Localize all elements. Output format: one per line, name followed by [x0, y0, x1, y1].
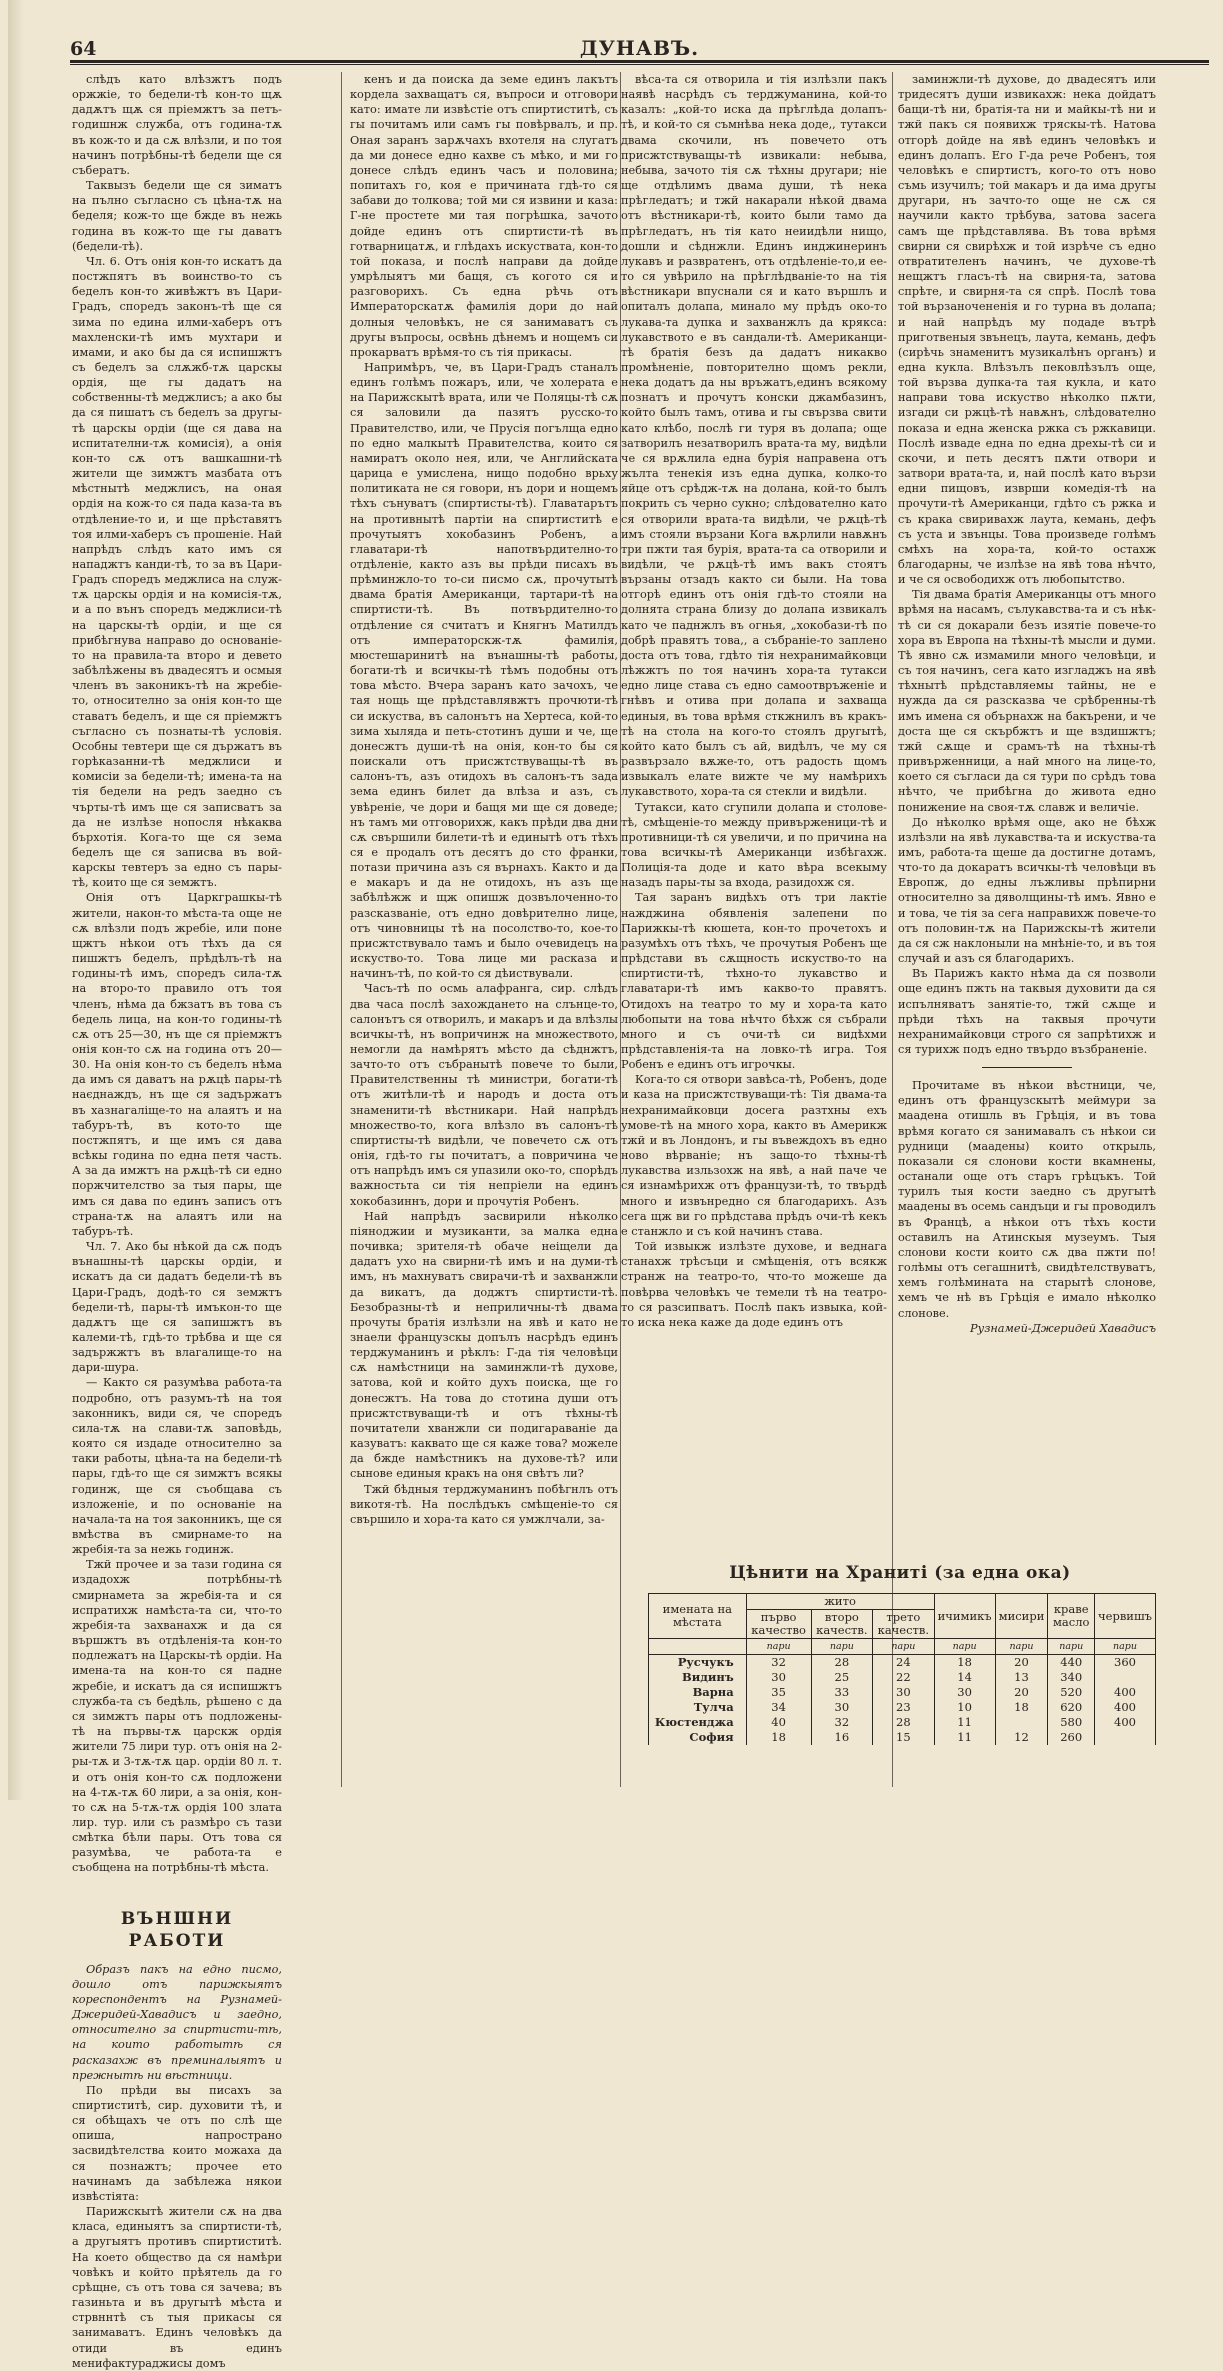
price-cell: 22 — [873, 1670, 934, 1685]
column-3 — [621, 72, 887, 1552]
paragraph: Чл. 7. Ако бы нѣкой да сѫ подъ вънашны-тѣ царскы ордіи, и искатъ да си дадатъ бедели-тѣ въ Цари-Градъ, додѣ-то ся земжтъ бедели-тѣ, пары-тѣ имъкон-то ще дадѫтъ ще ся запишжтъ въ калеми-тѣ, гдѣ-то трѣбва и ще ся задържжтъ въ влагалище-то на дари-шура. — [72, 1240, 282, 1375]
price-cell: 30 — [873, 1685, 934, 1700]
price-cell: 16 — [811, 1730, 873, 1745]
paragraph: Тжй прочее и за тази година ся издадохж потрѣбны-тѣ смирнамета за жребія-та и ся испратихж намѣста-та си, что-то жребія-та захванахж и да ся вършжтъ въ отдѣленія-та кон-то подлежатъ на Царскы-тѣ ордіи. На имена-та на кон-то ся падне жребіе, и искатъ да ся испишжтъ служба-та съ бедѣль, рѣшено с да ся зимжтъ пары отъ подложены-тѣ на първы-тѫ царскж ордія жители 75 лири тур. отъ онія на 2-ры-тѫ и 3-тѫ-тѫ цар. ордіи 80 л. т. и отъ онія кон-то сѫ подложени на 4-тѫ-тѫ 60 лири, а за онія, кон-то сѫ на 5-тѫ-тѫ ордія 100 злата лир. тур. или съ размѣро съ тази смѣтка бѣли пары. Отъ това ся разумѣва, че работа-та е съобщена на потрѣбны-тѣ мѣста. — [72, 1558, 282, 1875]
price-cell: 20 — [995, 1685, 1048, 1700]
column-header: краве масло — [1048, 1594, 1095, 1639]
price-cell: 20 — [995, 1655, 1048, 1671]
unit-cell: пари — [1048, 1639, 1095, 1655]
paragraph: вѣса-та ся отворила и тія излѣзли пакъ наявѣ насрѣдъ съ терджуманина, кой-то казалъ: „кой-то иска да прѣглѣда долапъ-тѣ, и кой-то ся съмнѣва нека доде,, тутакси двама скочили, нъ повечето отъ присжтствуващы-тѣ извикали: небыва, небыва, зачото тія сѫ тѣхны другари; ніе ще отдѣлимъ двама души, тѣ нека прѣгледатъ; и тжй накарали нѣкой двама отъ вѣстникари-тѣ, които были тамо да прѣгледатъ, нъ тія като неиидѣли нищо, дошли и сѣднжли. Единъ инджинеринъ лукавъ и развратенъ, отъ отдѣленіе-то,и ее-то ся увѣрило на прѣглѣдваніе-то на тія вѣстникари впуснали ся и като вършлъ и опиталъ долапа, минало му прѣдъ око-то лукава-та дупка и захванжлъ да крякса: лукавството е въ сандали-тѣ. Американци-тѣ братія безъ да дадатъ никакво промѣненіе, повторително щомъ рекли, нека додатъ да ны връжатъ,единъ всякому познатъ и прочутъ конски джамбазинъ, който былъ тамъ, отива и гы свързва свити като клѣбо, послѣ ги туря въ долапа; още затворилъ незатворилъ врата-та му, видѣли че ся врѫлила една бурія направена отъ жълта тенекія изъ една дупка, колко-то яйце отъ срѣдж-тѫ на долана, кой-то былъ покрить съ черно сукно; слѣдователно като ся отворили врата-та видѣли, че рѫцѣ-тѣ имъ стояли вързани Кога вѫрлили навѫнъ три пжти тая бурія, врата-та са отворили и видѣли, че рѫцѣ-тѣ имъ вакъ стоятъ вързаны отзадъ както си были. На това отгорѣ единъ отъ онія гдѣ-то стояли на долнята страна близу до долапа извикалъ като че паднжлъ въ огнья, „хокобази-тѣ по добрѣ правятъ това,, а събраніе-то заплено доста отъ това, гдѣто тія нехранимайковци лѣжжтъ по тоя начинъ хора-та тутакси едно лице става съ едно самоотвръженіе и гнѣвъ и отива при долапа и захваща единыя, въ това врѣмя сткжнилъ въ кракъ-тѣ на стола на кого-то стоялъ другытѣ, който като былъ съ ай, видѣлъ, че му ся развързало вѫже-то, отъ радость щомъ извыкалъ елате вижте че му намѣрихъ лукавството, хора-та ся стекли и видѣли. — [621, 73, 887, 799]
paragraph: Кога-то ся отвори завѣса-тѣ, Робенъ, доде и каза на присжтствуващи-тѣ: Тія двама-та нехранимайковци досега разтхны ехъ умове-тѣ на много хора, както въ Америкж тжй и въ Лондонъ, и гы въвеждохъ въ едно ново вѣрваніе; нъ защо-то тѣхны-тѣ лукавства изльзохж на явѣ, а най паче че ся изнамѣрихж отъ французи-тѣ, то твърдѣ много и извънредно ся благодарихъ. Азъ сега щж ви го прѣдстава прѣдъ очи-тѣ кекъ е станжло и съ кой начинъ става. — [621, 1073, 887, 1238]
paragraph: заминжли-тѣ духове, до двадесятъ или тридесятъ души извикахж: нека дойдатъ бащи-тѣ ни, братія-та ни и майкы-тѣ ни и тжй пакъ ся появихж тряскы-тѣ. Натова отгорѣ дойде на явѣ единъ человѣкъ и единъ долапъ. Его Г-да рече Робенъ, тоя человѣкъ е спиртистъ, кого-то отъ ново съмь изучилъ; той макаръ и да има другы другари, нъ зачто-то още не сѫ ся научили както трѣбува, затова засега самъ ще прѣдставлява. Въ това врѣмя свирни ся свирѣхж и той изрѣче съ едно отвратителенъ начинъ, че духове-тѣ нещжтъ гласъ-тѣ на свирня-та, затова спрѣте, и свирня-та ся спрѣ. Послѣ това той вързаночененія и го турна въ долапа; и най напрѣдъ му подаде вътрѣ приготвеныя звънецъ, лаута, кемань, дефъ (сирѣчь знаменитъ музикалѣнъ органъ) и една кукла. Влѣзълъ пековлѣзълъ още, той вързва дупка-та тая кукла, и като направи това искуство нѣколко пѫти, изгади си ржцѣ-тѣ навѫнъ, слѣдователно показа и една женска ржка съ ржкавици. Послѣ изваде една по една дрехы-тѣ си и скочи, и петь десятъ пѫти отвори и затвори врата-та, и, най послѣ като вързи едни пищовъ, изврши комедія-тѣ на прочути-тѣ Американци, гдѣто съ ржка и съ крака свиривахж лаута, кемань, дефъ съ уста и звънцы. Това произведе голѣмъ смѣхъ на хора-та, кой-то остахж благодарны, че излѣзе на явѣ това нѣчто, и че ся освободихж отъ любопытство. — [898, 73, 1156, 587]
table-row — [649, 1700, 1156, 1715]
section-intro: Образъ пакъ на едно писмо, дошло отъ парижкыятъ кореспондентъ на Рузнамей-Джеридей-Хавадисъ и заедно, относително за спиртисти-тѣ, на които работытѣ ся расказахж въ преминалыятъ и прежнытѣ ни вѣстници. — [72, 1962, 282, 2082]
price-cell: 28 — [873, 1715, 934, 1730]
price-cell: 620 — [1048, 1700, 1095, 1715]
price-cell: 14 — [934, 1670, 995, 1685]
price-cell: 28 — [811, 1655, 873, 1671]
town-name: Варна — [649, 1685, 747, 1700]
unit-cell: пари — [1095, 1639, 1156, 1655]
column-header: мисири — [995, 1594, 1048, 1639]
price-cell: 30 — [746, 1670, 811, 1685]
price-cell: 520 — [1048, 1685, 1095, 1700]
column-2 — [350, 72, 618, 1787]
price-cell: 400 — [1095, 1685, 1156, 1700]
price-cell: 30 — [811, 1700, 873, 1715]
town-name: Видинъ — [649, 1670, 747, 1685]
price-cell: 18 — [746, 1730, 811, 1745]
binding-edge — [8, 0, 24, 1800]
column-4-paragraphs — [898, 72, 1156, 1057]
paragraph: Тутакси, като сгупили долапа и столове-тѣ, смѣщеніе-то между привърженици-тѣ и противници-тѣ ся увеличи, и по причина на това всичкы-тѣ Американци избѣгахж. Полиція-та доде и като вѣра всекыму назадъ пары-ты за входа, разидохж ся. — [621, 800, 887, 890]
paragraph: Парижскытѣ жители сѫ на два класа, единыятъ за спиртисти-тѣ, а другыятъ противъ спиртиститѣ. На което общество да ся намѣри човѣкъ и който прѣятель да го срѣщне, съ отъ това ся зачева; въ газиньта и въ другытѣ мѣста и стрвннтѣ съ тыя прикасы ся занимаватъ. Единъ человѣкъ да отиди въ единъ менифактураджисы домъ — [72, 2205, 282, 2370]
price-cell: 40 — [746, 1715, 811, 1730]
price-cell: 260 — [1048, 1730, 1095, 1745]
price-cell: 400 — [1095, 1700, 1156, 1715]
table-row — [649, 1715, 1156, 1730]
paragraph: Най напрѣдъ засвирили нѣколко піяноджии и музиканти, за малка една почивка; зрителя-тѣ обаче неіщели да дадатъ ухо на свирни-тѣ имъ и на думи-тѣ имъ, нъ махнуватъ свирачи-тѣ и захванжли да викатъ, да доджтъ спиртисти-тѣ. Безобразны-тѣ и неприличны-тѣ двама прочуты братія излѣзли на явѣ и като не знаели французскы допълъ насрѣдъ единъ терджуманинъ и рѣклъ: Г-да тія человѣци сѫ намѣстници на заминжли-тѣ духове, затова, кой и който духъ поиска, ще го донесжтъ. На това до стотина души отъ присжтствуващи-тѣ и отъ тѣхны-тѣ почитатели хванжли си подигараваніе да казуватъ: каквато ще ся каже това? можеле да бжде намѣстникъ на духове-тѣ? или сынове единыя кракъ на оня свѣтъ ли? — [350, 1209, 618, 1481]
price-cell: 12 — [995, 1730, 1048, 1745]
grain-group-header: жито — [746, 1594, 934, 1610]
unit-cell: пари — [873, 1639, 934, 1655]
unit-cell: пари — [934, 1639, 995, 1655]
paragraph: Въ Парижъ както нѣма да ся позволи още единъ пжть на таквыя духовити да ся испълняватъ занятіе-то, тжй сѫще и прѣди тѣхъ на таквыя прочути нехранимайковци строго ся запрѣтихж и ся турихж подъ едно твърдо възбраненіе. — [898, 967, 1156, 1056]
price-cell: 400 — [1095, 1715, 1156, 1730]
price-cell: 34 — [746, 1700, 811, 1715]
price-table — [648, 1593, 1156, 1745]
price-cell: 32 — [746, 1655, 811, 1671]
paragraph: — Както ся разумѣва работа-та подробно, отъ разумъ-тѣ на тоя законникъ, види ся, че споредъ сила-тѫ на слави-тѫ заповѣдь, която ся издаде относително за таки работы, цѣна-та на бедели-тѣ пары, гдѣ-то ще ся зимжтъ всякы годинж, ще ся съобщава съ изложеніе, и по основаніе на начала-та на тоя законникъ, ще ся вмѣства въ смирнаме-то на жребія-та за нежь годинж. — [72, 1376, 282, 1557]
paragraph: Часъ-тѣ по осмь алафранга, сир. слѣдъ два часа послѣ захождането на слънце-то, салонътъ ся отворилъ, и макаръ и да влѣзлы всичкы-тѣ, нъ вопричинж на множеството, немогли да намѣрятъ мѣсто да сѣднжтъ, зачто-то отъ събранытѣ повече то были, Правителственны тѣ министри, богати-тѣ отъ житѣли-тѣ и народъ и доста отъ знаменити-тѣ вѣстникари. Най напрѣдъ множество-то, кога влѣзло въ салонъ-тѣ спиртисты-тѣ видѣли, че повечето сѫ отъ онія, гдѣ-то гы почитатъ, а повричина че отъ напрѣдъ имъ ся упазили око-то, спорѣдъ важностьта си тія непріели на единъ хокобазиннъ, дори и прочутія Робенъ. — [350, 982, 618, 1208]
paragraph: Той извыкж излѣзте духове, и веднага станахж трѣсъци и смѣщенія, отъ всякж странж на театро-то, что-то можеше да повѣрва человѣкъ че темели тѣ на театро-то ся разсипватъ. Послѣ пакъ извыка, кой-то иска нека каже да доде единъ отъ — [621, 1240, 887, 1329]
column-2-paragraphs — [350, 72, 618, 1527]
unit-cell: пари — [746, 1639, 811, 1655]
price-cell: 24 — [873, 1655, 934, 1671]
town-name: София — [649, 1730, 747, 1745]
price-cell: 11 — [934, 1730, 995, 1745]
page-header — [70, 34, 1209, 63]
table-row — [649, 1730, 1156, 1745]
source-signature: Рузнамей-Джеридей Хавадисъ — [970, 1321, 1156, 1335]
paragraph: Прочитаме въ нѣкои вѣстници, че, единъ отъ французскытѣ меймури за маадена отишль въ Грѣція, и въ това врѣмя когато ся занимавалъ съ нѣкои си рудници (маадены) които открыль, показали ся слонови кости вкамнены, останали още отъ старъ грѣцъкъ. Той турилъ тыя кости заедно съ другытѣ маадены въ осемь сандъци и гы проводилъ въ Францѣ, а нѣкои отъ тѣхъ кости оставилъ на Атинскыя музеумъ. Тыя слонови кости които сѫ два пжти по! голѣмы отъ сегашнитѣ, свидѣтелствуватъ, хемъ голѣмината на старытѣ слонове, хемъ че нѣ въ Грѣція е имало нѣколко слонове. — [898, 1079, 1156, 1320]
price-table-title: Цѣнити на Храниті (за една ока) — [729, 1563, 1071, 1583]
unit-cell: пари — [811, 1639, 873, 1655]
paragraph: По прѣди вы писахъ за спиртиститѣ, сир. духовити тѣ, и ся обѣщахъ че отъ по слѣ ще опиша, напространо засвидѣтелства които можаха да ся познажтъ; прочее ето начинамъ да забѣлежа някои извѣстіята: — [72, 2083, 282, 2203]
price-cell: 580 — [1048, 1715, 1095, 1730]
price-cell: 35 — [746, 1685, 811, 1700]
paragraph: До нѣколко врѣмя още, ако не бѣхж излѣзли на явѣ лукавства-та и искуства-та имъ, работа-та щеше да достигне дотамъ, что-то да докаратъ всичкы-тѣ человѣци въ Европж, до едны лъжливы прѣпирни относително за дяволщины-тѣ имъ. Явно е и това, че тія за сега направихж повече-то отъ половин-тѫ на Парижскы-тѣ жители да ся сж наклоныли на мнѣніе-то, и въ тоя случай и азъ ся благодарихъ. — [898, 815, 1156, 966]
price-cell: 32 — [811, 1715, 873, 1730]
table-row — [649, 1655, 1156, 1671]
column-divider — [341, 72, 342, 1787]
price-cell: 18 — [995, 1700, 1048, 1715]
paragraph: Тая заранъ видѣхъ отъ три лактіе нажджина обявленія залепени по Парижкы-тѣ кюшета, кон-то прочетохъ и разумѣхъ отъ тѣхъ, че прочутыя Робенъ ще прѣдстави въ сѫщность искуство-то на спиртисти-тѣ, тѣхно-то лукавство и главатари-тѣ имъ какво-то правятъ. Отидохъ на театро то му и хора-та като любопыти на това нѣчто бѣхж ся събрали много и съ очи-тѣ си видѣхми прѣдставленія-та на ловко-тѣ игра. Тоя Робенъ е единъ отъ игрочкы. — [621, 891, 887, 1072]
section-paragraphs — [72, 2083, 282, 2371]
page-number: 64 — [70, 38, 97, 60]
paragraph: кенъ и да поиска да земе единъ лакътъ кордела захващатъ ся, въпроси и отговори като: имате ли извѣстіе отъ спиртиститѣ, съ гы почитамъ или самъ гы повѣрвалъ, и пр. Оная заранъ зарѫчахъ вхотеля на слугатъ да ми донесе едно кахве съ мѣко, и ми го донесе слѣдъ единъ часъ и половина; попитахъ го, коя е причината гдѣ-то ся забави до толкова; той ми ся извини и каза: Г-не простете ми тая погрѣшка, зачото дойде единъ отъ спиртисти-тѣ въ готварницатѫ, и глѣдахъ искуствата, кон-то той показа, и послѣ направи да дойде умрѣлыятъ ми бащя, съ когото ся и разговорихъ. Съ една рѣчь отъ Императорскатѫ фамилія дори до най долныя человѣкъ, не ся занимаватъ съ другы въпросы, освѣнь дѣнемъ и нощемъ си прокарватъ врѣмя-то съ тія прикасы. — [350, 73, 618, 359]
column-header: трето качеств. — [873, 1610, 934, 1639]
place-header: имената на мѣстата — [649, 1594, 747, 1639]
town-name: Русчукъ — [649, 1655, 747, 1671]
column-1 — [72, 72, 282, 2370]
price-cell: 360 — [1095, 1655, 1156, 1671]
column-header: второ качеств. — [811, 1610, 873, 1639]
price-cell — [1095, 1730, 1156, 1745]
table-row — [649, 1685, 1156, 1700]
price-cell: 440 — [1048, 1655, 1095, 1671]
column-divider — [892, 72, 893, 1787]
price-cell: 18 — [934, 1655, 995, 1671]
price-cell: 25 — [811, 1670, 873, 1685]
paragraph: Чл. 6. Отъ онія кон-то искатъ да постжпятъ въ воинство-то съ беделъ кон-то живѣжтъ въ Цари-Градъ, споредъ законъ-тѣ ще ся зима по едина илми-хаберъ отъ махленски-тѣ имъ мухтари и имами, и ако бы да ся испишжтъ съ беделъ за слѫжб-тѫ царскы ордія, ще гы дадатъ на собственны-тѣ меджлисъ; а ако бы да ся пишатъ съ беделъ за другы-тѣ царскы ордіи (ще ся дава на испитателни-тѫ комисія), а онія кон-то сѫ отъ вашкашни-тѣ жители ще зимжтъ мазбата отъ мѣстнытѣ меджлисъ, на оная ордія на кож-то ся пада каза-та въ отдѣление-то и, и ще прѣставятъ тоя илми-хаберъ съ прошеніе. Най напрѣдъ слѣдъ като имъ ся нападжтъ канди-тѣ, то за въ Цари-Градъ споредъ меджлиса на служ-тѫ царскы ордія и на комисія-тѫ, и а по вънъ споредъ меджлиси-тѣ на царскы-тѣ ордіи, и ще ся прибѣгнува направо до основаніе-то на правила-та второ и девето забѣлѣжены въ двадесятъ и осмыя членъ въ законикъ-тѣ на жребіе-то, относително за онія кон-то ще ставатъ беделъ, и ще ся пріемжтъ съгласно съ познаты-тѣ условія. Особны тевтери ще ся държатъ въ горѣказанни-тѣ меджлиси и комисіи за бедели-тѣ; имена-та на тія бедели на редъ заедно съ чърты-тѣ имъ ще ся записватъ за да не излѣзе нопосля нѣкаква бърхотія. Кога-то ще ся зема беделъ ще ся записва въ вой-карскы тевтеръ за едно съ пары-тѣ, които ще ся земжтъ. — [72, 254, 282, 890]
column-header: ичимикъ — [934, 1594, 995, 1639]
column-4-paragraphs-b — [898, 1078, 1156, 1321]
paragraph: Таквызъ бедели ще ся зиматъ на пълно съгласно съ цѣна-тѫ на беделя; кож-то ще бжде въ нежь година въ кож-то ще гы даватъ (бедели-тѣ). — [72, 179, 282, 253]
price-cell — [995, 1715, 1048, 1730]
town-name: Тулча — [649, 1700, 747, 1715]
price-cell: 13 — [995, 1670, 1048, 1685]
paragraph: Напримѣръ, че, въ Цари-Градъ станалъ единъ голѣмъ пожаръ, или, че холерата е на Парижскытѣ врата, или че Поляцы-тѣ сѫ ся заловили да пазятъ русско-то Правителство, или, че Прусія погълща едно по едно малкытѣ Правителства, които ся намиратъ около нея, или, че Английската царица е умислена, нищо подобно врьху политиката не ся говори, нъ дори и нощемъ тѣхъ сънуватъ (спиртисты-тѣ). Главатарътъ на противнытѣ партіи на спиртиститѣ е прочутыятъ хокобазинъ Робенъ, а главатари-тѣ напотвърдително-то отдѣленіе, както азъ вы прѣди писахъ въ прѣминжло-то то-си писмо сѫ, прочутытѣ двама братія Американци, тартари-тѣ на спиртисти-тѣ. Въ потвърдително-то отдѣление ся считатъ и Княгнъ Матилдъ отъ императорскж-тѫ фамилія, мюстешаринитѣ на вънашны-тѣ работы, богати-тѣ и всичкы-тѣ тѣмъ подобны отъ това мѣсто. Вчера заранъ като зачохъ, че тая нощь ще прѣдставлявжтъ прочюти-тѣ си искуства, въ салонътъ на Хертеса, кой-то зима хыляда и петь-стотинъ души и че, ще донесжтъ души-тѣ на онія, кон-то бы ся поискали отъ присжтствуващы-тѣ въ салонъ-тъ, азъ отидохъ въ салонъ-тъ зада зема единъ билет да влѣза и азъ, съ увѣреніе, че дори и бащя ми ще ся доведе; нъ тамъ ми отговорихж, какъ прѣди два дни сѫ свършили билети-тѣ и единытѣ отъ тѣхъ ся е продалъ отъ десятъ до сто франки, потази причина азъ ся върнахъ. Както и да е макаръ и да не отидохъ, нъ азъ ще забѣлѣжж и щж опишж дозвълоченно-то разсказваніе, отъ едно довѣрително лице, отъ чиновницы тѣ на посолство-то, кое-то присжтствувало тамъ и было очевидецъ на искуство-то. Това лице ми расказа и начинъ-тѣ, по кой-то ся дѣиствували. — [350, 360, 618, 981]
paragraph: слѣдъ като влѣзжтъ подъ оржжіе, то бедели-тѣ кон-то щѫ дадѫтъ щѫ ся пріемжтъ за петъ-годишнж служба, отъ година-тѫ въ кож-то и да сѫ влѣзли, и по тоя начинъ потрѣбны-тѣ бедели ще ся събератъ. — [72, 73, 282, 177]
price-cell: 30 — [934, 1685, 995, 1700]
price-cell: 33 — [811, 1685, 873, 1700]
town-name: Кюстенджа — [649, 1715, 747, 1730]
unit-cell: пари — [995, 1639, 1048, 1655]
unit-cell — [649, 1639, 747, 1655]
section-title-foreign-affairs: ВЪНШНИ РАБОТИ — [120, 1908, 234, 1951]
table-row — [649, 1670, 1156, 1685]
column-header: червишъ — [1095, 1594, 1156, 1639]
price-table-body — [649, 1655, 1156, 1746]
column-1-paragraphs — [72, 72, 282, 1876]
article-separator — [982, 1067, 1072, 1068]
header-rule — [70, 64, 1209, 65]
price-cell: 11 — [934, 1715, 995, 1730]
price-cell — [1095, 1670, 1156, 1685]
paragraph: Тія двама братія Американцы отъ много врѣмя на насамъ, сълукавства-та и съ нѣк-тѣ си ся докарали безъ изятіе повече-то хора въ Европа на тѣхны-тѣ мысли и думи. Тѣ явно сѫ измамили много человѣци, и съ тоя начинъ, сега като изгладжъ на явѣ тѣхнытѣ прѣдставляемы тайны, не е нужда да ся разсказва че срѣбренны-тѣ имъ имена ся обърнахж на бакърени, и че доста ще ся скърбжтъ и ще вздишжтъ; тжй сѫще и срамъ-тѣ на тѣхны-тѣ привърженници, а най много на лице-то, което ся съгласи да ся тури по срѣдъ това нѣчто, че прибѣгна до живота едно понижение на своя-тѫ славж и величіе. — [898, 588, 1156, 814]
price-cell: 23 — [873, 1700, 934, 1715]
column-header: първо качество — [746, 1610, 811, 1639]
paragraph: Онія отъ Царкграшкы-тѣ жители, након-то мѣста-та още не сѫ влѣзли подъ жребіе, или поне щжтъ нѣкои отъ тѣхъ да ся пишжтъ беделъ, прѣдѣлъ-тѣ на годины-тѣ имъ, споредъ сила-тѫ на второ-то правило отъ тоя членъ, нѣма да бжзатъ въ това съ бедель лица, на кон-то годины-тѣ сѫ отъ 25—30, нъ ще ся пріемжтъ онія кон-то сѫ на година отъ 20—30. На онія кон-то съ беделъ нѣма да имъ ся даватъ на рѫцѣ пары-тѣ наєднаждъ, нъ ще ся задържатъ въ хазнагаліще-то на алаятъ и на табуръ-тѣ, въ кото-то ще постжпятъ, и ще имъ ся дава всѣкы година по една петя часть. А за да имжтъ на рѫцѣ-тѣ си едно поржчителство за тыя пары, ще имъ ся дава по единъ записъ отъ страна-тѫ на алаятъ или на табуръ-тѣ. — [72, 891, 282, 1238]
paragraph: Тжй бѣдныя терджуманинъ побѣгнлъ отъ викотя-тѣ. На послѣдъкъ смѣщеніе-то ся свършило и хора-та като ся умжлчали, за- — [350, 1482, 618, 1526]
column-4 — [898, 72, 1156, 1552]
price-cell: 340 — [1048, 1670, 1095, 1685]
newspaper-title: ДУНАВЪ. — [579, 36, 700, 60]
price-cell: 10 — [934, 1700, 995, 1715]
column-3-paragraphs — [621, 72, 887, 1330]
price-cell: 15 — [873, 1730, 934, 1745]
